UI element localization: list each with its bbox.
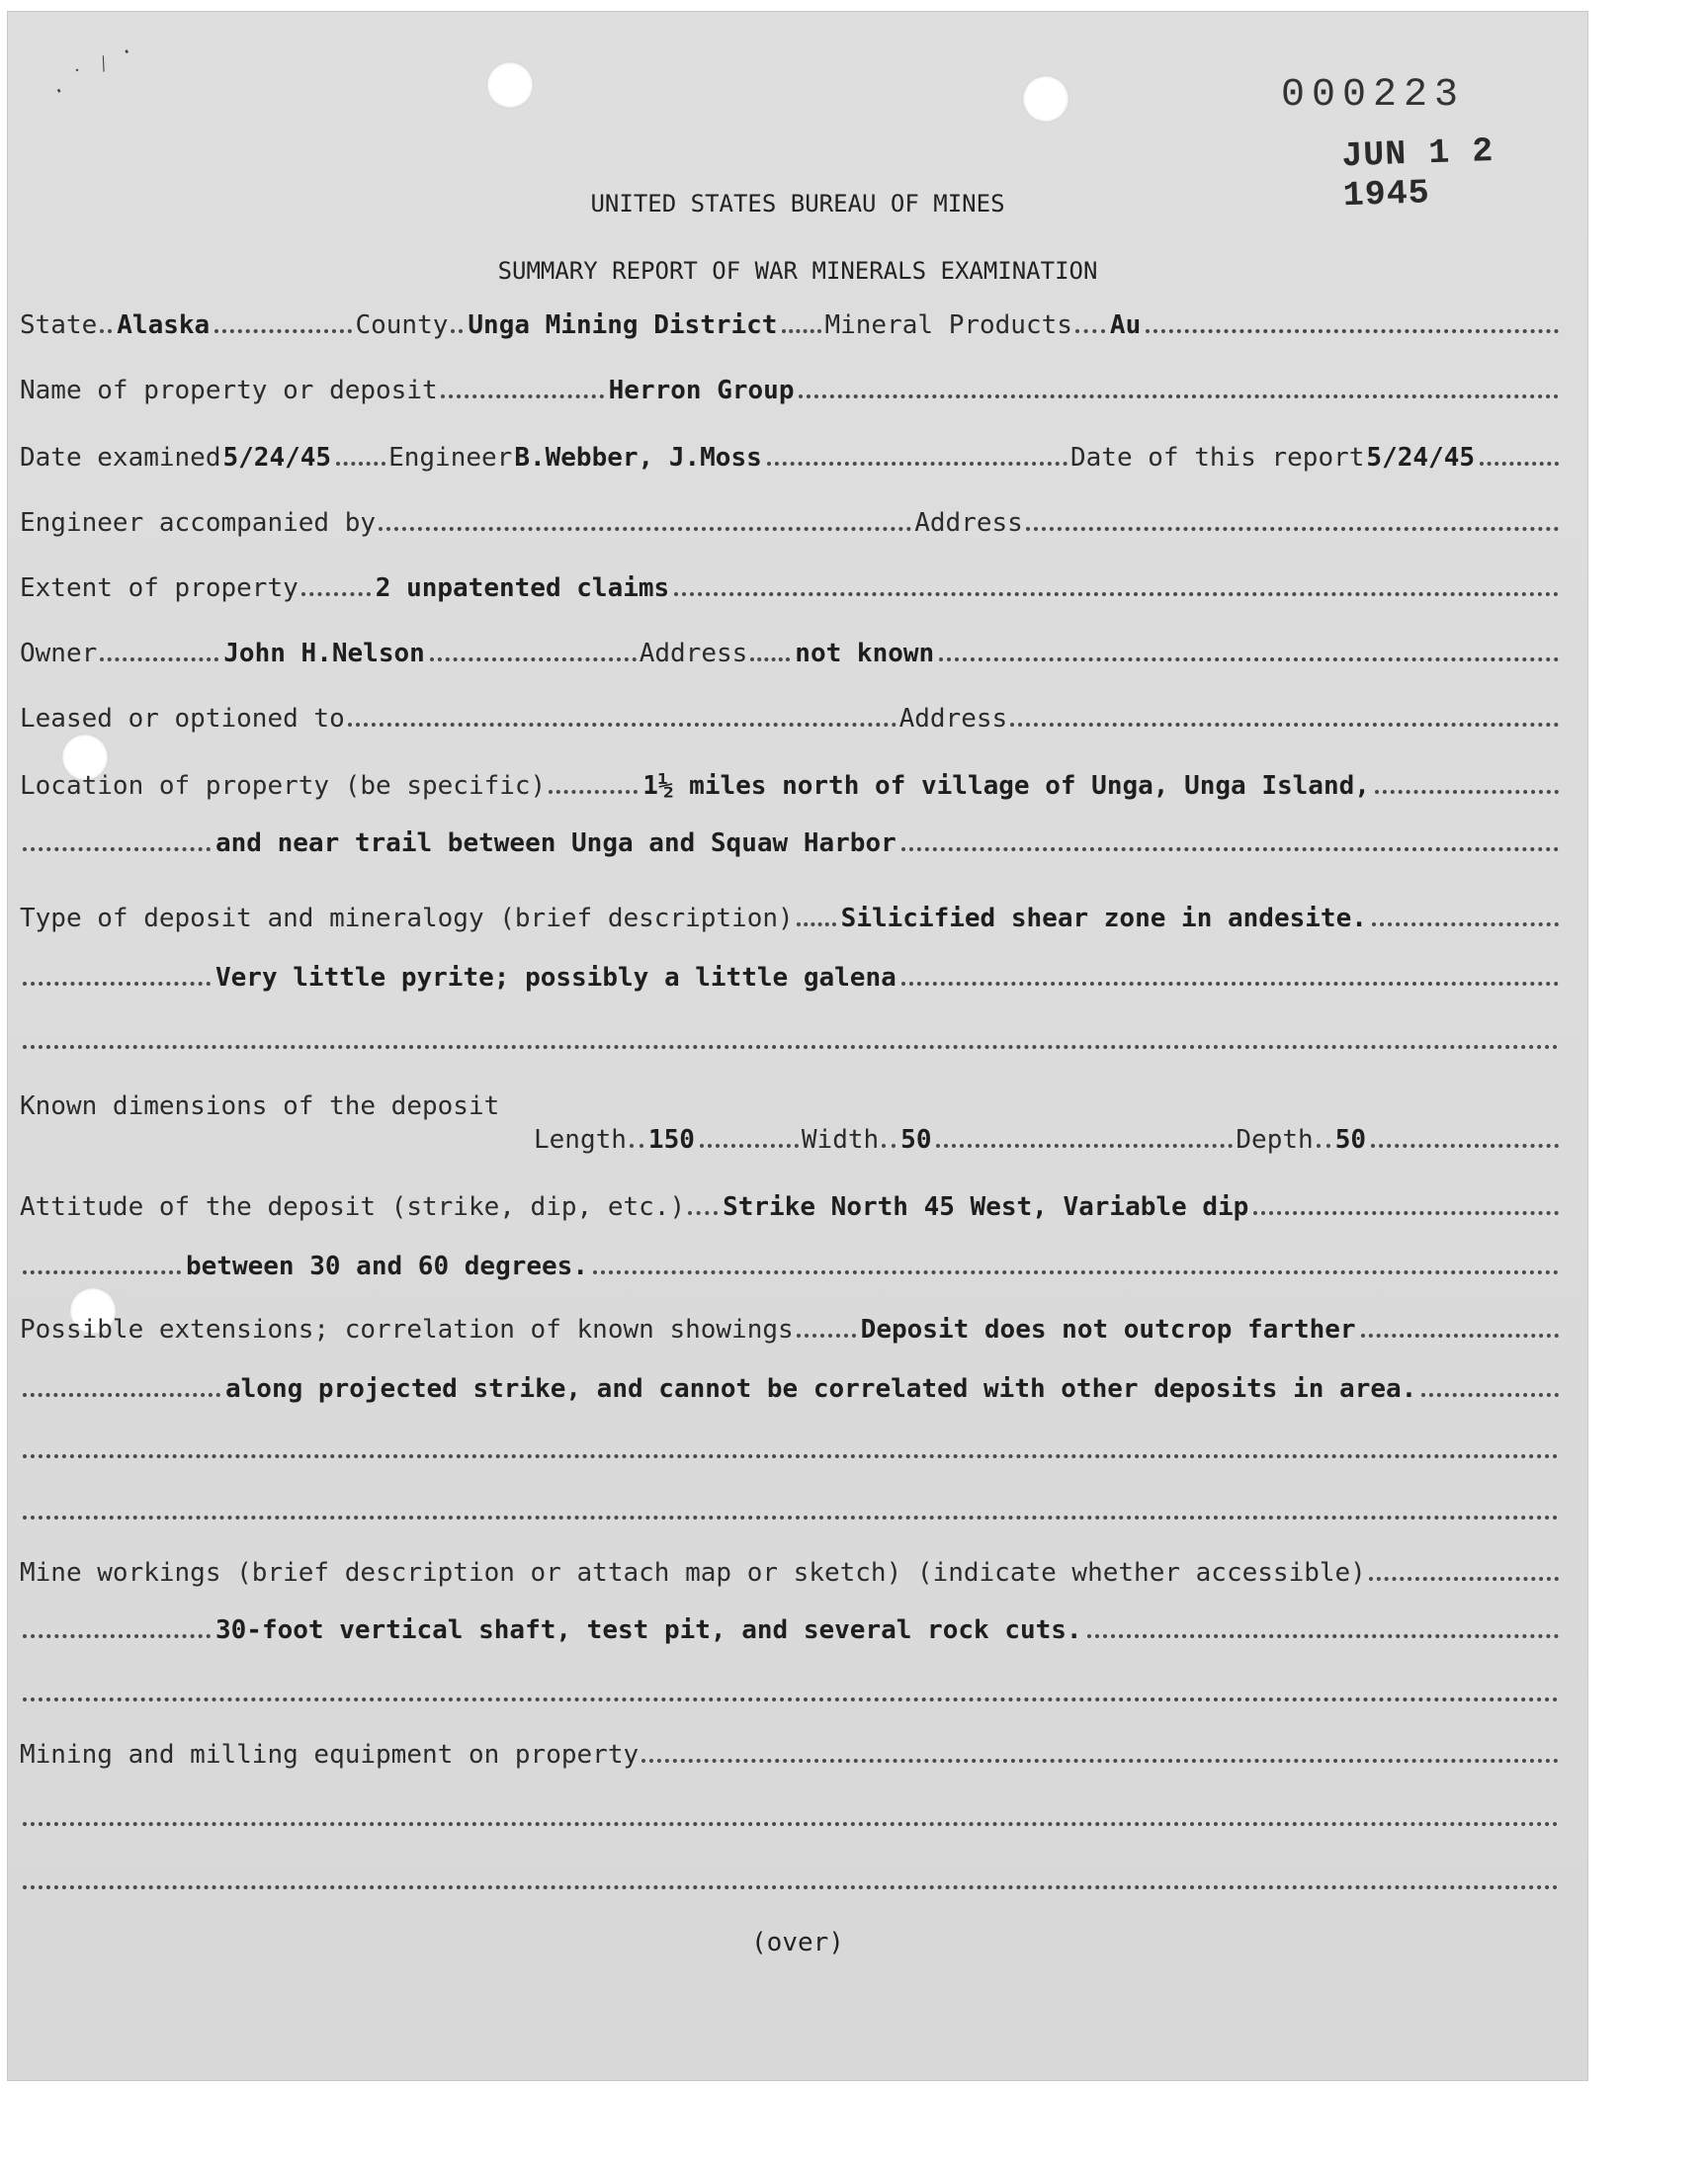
blank-line [20, 1675, 1562, 1708]
row-property-name [20, 372, 1562, 405]
attitude-value-line2: between 30 and 60 degrees. [186, 1252, 588, 1281]
equipment-label: Mining and milling equipment on property [20, 1740, 640, 1770]
attitude-label: Attitude of the deposit (strike, dip, etc.) [20, 1192, 686, 1222]
blank-line [20, 1863, 1562, 1896]
location-label: Location of property (be specific) [20, 771, 547, 801]
property-name-value: Herron Group [608, 376, 795, 405]
extensions-value-line2: along projected strike, and cannot be correlated with other deposits in area. [225, 1374, 1417, 1404]
punch-hole [1022, 75, 1069, 123]
pencil-mark: · ˙ ⁄ · [46, 38, 139, 106]
property-name-label: Name of property or deposit [20, 376, 438, 405]
owner-value: John H.Nelson [223, 639, 425, 668]
row-state [20, 306, 1562, 340]
row-extent [20, 569, 1562, 603]
depth-value: 50 [1334, 1125, 1366, 1155]
length-label: Length [534, 1125, 627, 1155]
row-extensions-continued [20, 1370, 1562, 1404]
deposit-type-value-line1: Silicified shear zone in andesite. [840, 904, 1367, 933]
location-value-line1: 1½ miles north of village of Unga, Unga Island, [642, 771, 1370, 801]
row-location-continued [20, 825, 1562, 858]
accompanied-address-label: Address [914, 508, 1023, 538]
form-title: SUMMARY REPORT OF WAR MINERALS EXAMINATION [497, 257, 1098, 285]
form-page [8, 12, 1587, 2080]
state-value: Alaska [117, 310, 211, 340]
blank-line [20, 1493, 1562, 1526]
mineral-products-label: Mineral Products [824, 310, 1072, 340]
blank-line [20, 1799, 1562, 1833]
row-dates [20, 439, 1562, 473]
county-value: Unga Mining District [468, 310, 778, 340]
row-workings [20, 1554, 1562, 1588]
row-dimensions-heading [20, 1088, 1562, 1121]
date-examined-value: 5/24/45 [222, 443, 332, 473]
deposit-type-value-line2: Very little pyrite; possibly a little galena [215, 963, 897, 993]
extensions-value-line1: Deposit does not outcrop farther [860, 1315, 1356, 1345]
document-number-stamp: 000223 [1281, 73, 1466, 118]
engineer-label: Engineer [388, 443, 513, 473]
workings-value: 30-foot vertical shaft, test pit, and several rock cuts. [215, 1615, 1082, 1645]
extent-value: 2 unpatented claims [375, 573, 670, 603]
row-accompanied [20, 504, 1562, 538]
state-label: State [20, 310, 98, 340]
extent-label: Extent of property [20, 573, 299, 603]
engineer-value: B.Webber, J.Moss [514, 443, 762, 473]
dimensions-label: Known dimensions of the deposit [20, 1091, 500, 1121]
mineral-products-value: Au [1109, 310, 1142, 340]
accompanied-label: Engineer accompanied by [20, 508, 377, 538]
blank-line [20, 1022, 1562, 1056]
punch-hole [486, 61, 534, 109]
row-workings-continued [20, 1611, 1562, 1645]
blank-line [20, 1432, 1562, 1465]
owner-label: Owner [20, 639, 98, 668]
workings-label: Mine workings (brief description or attach map or sketch) (indicate whether accessible) [20, 1558, 1366, 1588]
deposit-type-label: Type of deposit and mineralogy (brief description) [20, 904, 794, 933]
attitude-value-line1: Strike North 45 West, Variable dip [723, 1192, 1249, 1222]
location-value-line2: and near trail between Unga and Squaw Harbor [215, 828, 897, 858]
row-owner [20, 635, 1562, 668]
leased-label: Leased or optioned to [20, 704, 345, 734]
row-equipment [20, 1736, 1562, 1770]
length-value: 150 [647, 1125, 695, 1155]
date-report-value: 5/24/45 [1366, 443, 1475, 473]
agency-heading: UNITED STATES BUREAU OF MINES [590, 190, 1005, 218]
owner-address-value: not known [795, 639, 935, 668]
row-extensions [20, 1311, 1562, 1345]
row-deposit-type [20, 900, 1562, 933]
date-report-label: Date of this report [1070, 443, 1365, 473]
extensions-label: Possible extensions; correlation of known showings [20, 1315, 794, 1345]
width-label: Width [801, 1125, 880, 1155]
page-footer: (over) [751, 1928, 844, 1958]
county-label: County [355, 310, 449, 340]
leased-address-label: Address [898, 704, 1008, 734]
received-date-stamp: JUN 1 2 1945 [1340, 130, 1495, 217]
row-attitude-continued [20, 1248, 1562, 1281]
row-attitude [20, 1188, 1562, 1222]
row-location [20, 767, 1562, 801]
row-deposit-type-continued [20, 959, 1562, 993]
row-leased [20, 700, 1562, 734]
date-examined-label: Date examined [20, 443, 221, 473]
width-value: 50 [900, 1125, 932, 1155]
depth-label: Depth [1236, 1125, 1314, 1155]
owner-address-label: Address [639, 639, 748, 668]
row-dimensions [20, 1121, 1562, 1155]
